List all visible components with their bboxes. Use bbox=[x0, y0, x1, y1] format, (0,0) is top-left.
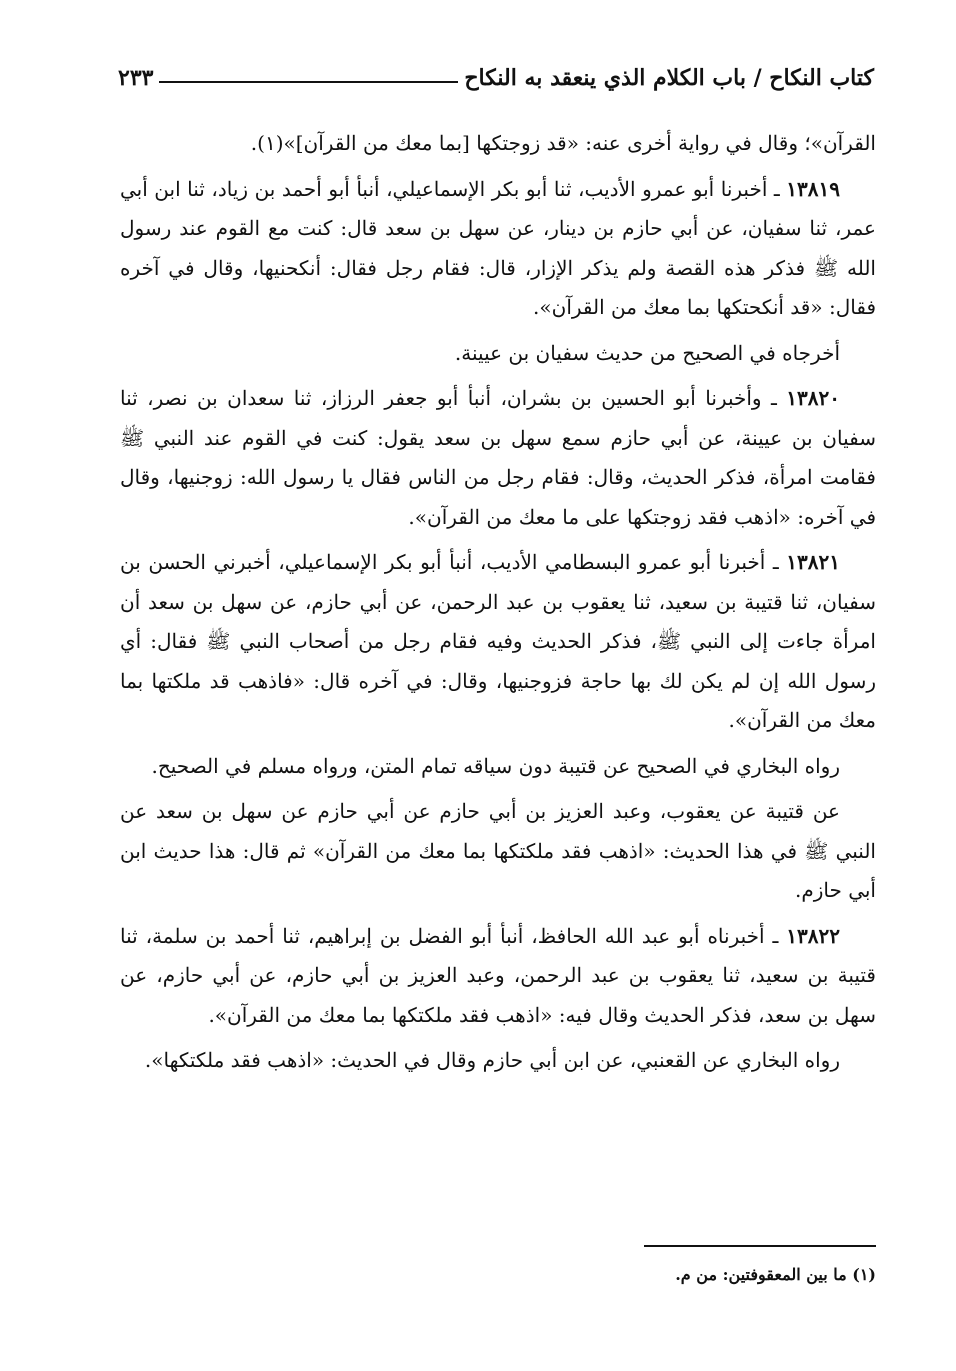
paragraph-text: عن قتيبة عن يعقوب، وعبد العزيز بن أبي حازم عن أبي حازم عن سهل بن سعد عن النبي ﷺ في هذا الحديث: «اذهب فقد ملكتكها بما معك من القرآن» ثم قال: هذا حديث ابن أبي حازم. bbox=[120, 799, 876, 902]
hadith-13819 bbox=[120, 170, 876, 328]
hadith-13821 bbox=[120, 543, 876, 741]
hadith-13822 bbox=[120, 917, 876, 1036]
paragraph-text: ـ أخبرنا أبو عمرو البسطامي الأديب، أنبأ أبو بكر الإسماعيلي، أخبرني الحسن بن سفيان، ثنا قتيبة بن سعيد، ثنا يعقوب بن عبد الرحمن، عن أبي حازم، عن سهل بن سعد أن امرأة جاءت إلى النبي ﷺ، فذكر الحديث وفيه فقام رجل من أصحاب النبي ﷺ فقال: أي رسول الله إن لم يكن لك بها حاجة فزوجنيها، وقال: في آخره قال: «فاذهب قد ملكتها بما معك من القرآن». bbox=[120, 550, 876, 732]
hadith-13820 bbox=[120, 379, 876, 537]
paragraph-text: القرآن»؛ وقال في رواية أخرى عنه: «قد زوجتكها [بما معك من القرآن]»(١). bbox=[250, 131, 876, 155]
paragraph-riwayah bbox=[120, 747, 876, 787]
hadith-number: ١٣٨٢٠ bbox=[786, 386, 840, 410]
running-header bbox=[118, 58, 874, 98]
paragraph-isnad bbox=[120, 792, 876, 911]
footnote-separator bbox=[644, 1245, 876, 1247]
paragraph-text: رواه البخاري في الصحيح عن قتيبة دون سياقه تمام المتن، ورواه مسلم في الصحيح. bbox=[151, 753, 840, 778]
hadith-number: ١٣٨٢١ bbox=[786, 550, 840, 574]
header-rule bbox=[159, 81, 458, 83]
paragraph-riwayah-final bbox=[120, 1041, 876, 1081]
paragraph-text: ـ أخبرناه أبو عبد الله الحافظ، أنبأ أبو الفضل بن إبراهيم، ثنا أحمد بن سلمة، ثنا قتيبة بن سعيد، ثنا يعقوب بن عبد الرحمن، وعبد العزيز بن أبي حازم، عن أبي حازم، عن سهل بن سعد، فذكر الحديث وقال فيه: «اذهب فقد ملكتكها بما معك من القرآن». bbox=[120, 923, 876, 1027]
footnote: (١) ما بين المعقوفتين: من م. bbox=[675, 1265, 876, 1284]
paragraph-text: رواه البخاري عن القعنبي، عن ابن أبي حازم وقال في الحديث: «اذهب فقد ملكتكها». bbox=[144, 1048, 840, 1072]
hadith-number: ١٣٨١٩ bbox=[786, 176, 840, 201]
paragraph-takhrij bbox=[120, 334, 876, 374]
main-text bbox=[120, 124, 876, 1087]
paragraph-continuation bbox=[120, 124, 876, 164]
paragraph-text: ـ أخبرنا أبو عمرو الأديب، ثنا أبو بكر الإسماعيلي، أنبأ أبو أحمد بن زياد، ثنا ابن أبي عمر، ثنا سفيان، عن أبي حازم بن دينار، عن سهل بن سعد قال: كنت مع القوم عند رسول الله ﷺ فذكر هذه القصة ولم يذكر الإزار، قال: فقام رجل فقال: أنكحنيها، وقال في آخره فقال: «قد أنكحتكها بما معك من القرآن». bbox=[120, 176, 876, 319]
chapter-title: كتاب النكاح / باب الكلام الذي ينعقد به النكاح bbox=[464, 65, 874, 91]
page-number: ٢٣٣ bbox=[118, 65, 154, 91]
hadith-number: ١٣٨٢٢ bbox=[786, 923, 840, 948]
paragraph-text: أخرجاه في الصحيح من حديث سفيان بن عيينة. bbox=[454, 340, 840, 365]
paragraph-text: ـ وأخبرنا أبو الحسين بن بشران، أنبأ أبو جعفر الرزاز، ثنا سعدان بن نصر، ثنا سفيان بن عيينة، عن أبي حازم سمع سهل بن سعد يقول: كنت في القوم عند النبي ﷺ فقامت امرأة، فذكر الحديث، وقال: فقام رجل من الناس فقال يا رسول الله: زوجنيها، وقال في آخره: «اذهب فقد زوجتكها على ما معك من القرآن». bbox=[120, 386, 876, 529]
